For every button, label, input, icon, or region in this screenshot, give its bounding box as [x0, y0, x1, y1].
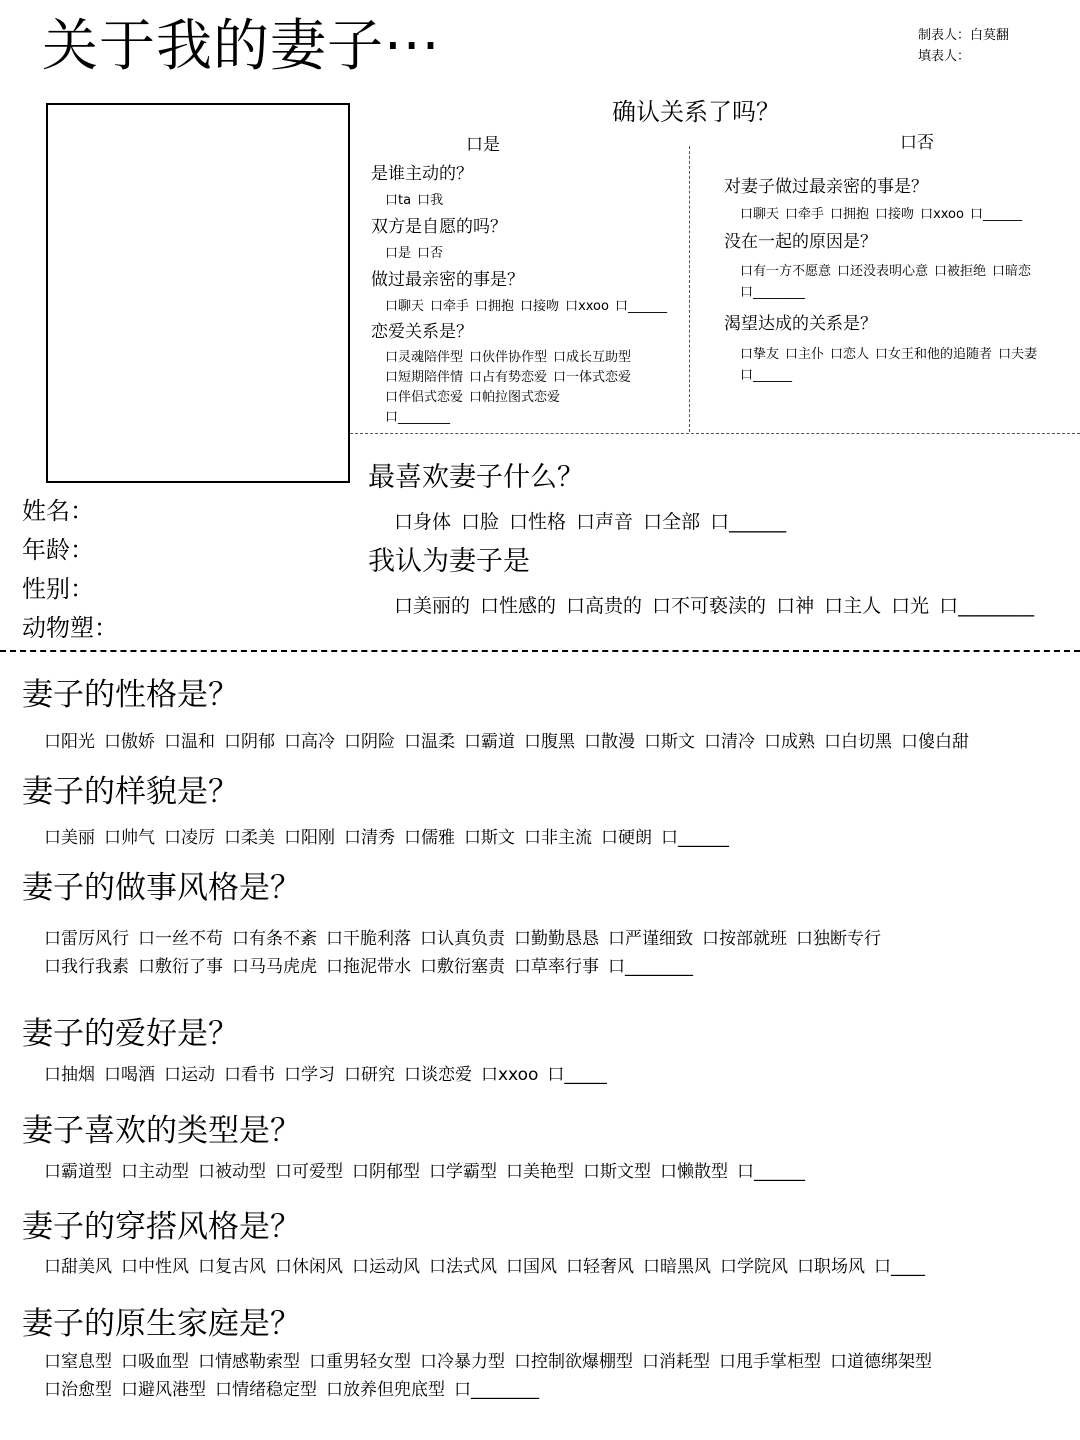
- section-divider: [350, 433, 1080, 434]
- option-checkbox[interactable]: 口接吻: [875, 207, 915, 222]
- option-checkbox[interactable]: 口法式风: [429, 1257, 497, 1277]
- option-checkbox[interactable]: 口喝酒: [104, 1065, 155, 1085]
- option-checkbox[interactable]: 口轻奢风: [566, 1257, 634, 1277]
- option-blank[interactable]: 口________: [608, 957, 693, 977]
- preferred-type-title: 妻子喜欢的类型是？: [22, 1113, 301, 1149]
- voluntary-question: 双方是自愿的吗？: [371, 217, 507, 237]
- option-checkbox[interactable]: 口职场风: [797, 1257, 865, 1277]
- option-checkbox[interactable]: 口帅气: [104, 828, 155, 848]
- option-checkbox[interactable]: 口被动型: [198, 1162, 266, 1182]
- option-checkbox[interactable]: 口研究: [344, 1065, 395, 1085]
- options-row: [740, 367, 798, 385]
- relationship-type-question: 恋爱关系是？: [371, 322, 473, 342]
- work-style-title: 妻子的做事风格是？: [22, 870, 301, 906]
- option-checkbox[interactable]: 口认真负责: [420, 929, 505, 949]
- option-checkbox[interactable]: 口不可亵渎的: [652, 595, 767, 617]
- options-row: [740, 346, 1043, 364]
- option-checkbox[interactable]: 口有一方不愿意: [740, 264, 832, 279]
- option-blank[interactable]: 口____: [874, 1257, 925, 1277]
- options-row: [385, 409, 456, 427]
- option-checkbox[interactable]: 口霸道型: [44, 1162, 112, 1182]
- personality-title: 妻子的性格是？: [22, 677, 239, 713]
- option-checkbox[interactable]: 口聊天: [740, 207, 780, 222]
- option-checkbox[interactable]: 口我行我素: [44, 957, 129, 977]
- option-checkbox[interactable]: 口斯文: [644, 732, 695, 752]
- option-checkbox[interactable]: 口聊天: [385, 299, 425, 314]
- confirm-relationship-title: 确认关系了吗？: [612, 98, 780, 126]
- option-checkbox[interactable]: 口高冷: [284, 732, 335, 752]
- option-checkbox[interactable]: 口情绪稳定型: [215, 1380, 317, 1400]
- option-checkbox[interactable]: 口神: [776, 595, 815, 617]
- option-blank[interactable]: 口_____: [547, 1065, 607, 1085]
- option-checkbox[interactable]: 口成熟: [764, 732, 815, 752]
- option-checkbox[interactable]: 口中性风: [121, 1257, 189, 1277]
- option-checkbox[interactable]: 口美艳型: [506, 1162, 574, 1182]
- options-row: [44, 826, 738, 850]
- option-blank[interactable]: 口______: [737, 1162, 805, 1182]
- options-row: [740, 284, 811, 302]
- option-checkbox[interactable]: 口恋人: [830, 347, 870, 362]
- option-checkbox[interactable]: 口按部就班: [702, 929, 787, 949]
- options-row: [385, 389, 566, 407]
- option-checkbox[interactable]: 口短期陪伴情: [385, 370, 464, 385]
- option-checkbox[interactable]: 口傲娇: [104, 732, 155, 752]
- option-checkbox[interactable]: 口声音: [576, 511, 634, 533]
- options-row: [44, 1378, 548, 1402]
- option-checkbox[interactable]: 口xxoo: [565, 299, 609, 314]
- option-checkbox[interactable]: 口牵手: [785, 207, 825, 222]
- option-checkbox[interactable]: 口治愈型: [44, 1380, 112, 1400]
- animal-type-field-label[interactable]: 动物塑：: [22, 614, 118, 642]
- option-checkbox[interactable]: 口美丽: [44, 828, 95, 848]
- option-checkbox[interactable]: 口全部: [643, 511, 701, 533]
- option-checkbox[interactable]: 口甜美风: [44, 1257, 112, 1277]
- option-checkbox[interactable]: 口消耗型: [642, 1352, 710, 1372]
- option-checkbox[interactable]: 口阴郁型: [352, 1162, 420, 1182]
- option-checkbox[interactable]: 口拥抱: [475, 299, 515, 314]
- most-intimate-with-wife-question: 对妻子做过最亲密的事是？: [724, 177, 928, 197]
- option-checkbox[interactable]: 口道德绑架型: [830, 1352, 932, 1372]
- option-checkbox[interactable]: 口xxoo: [481, 1065, 539, 1085]
- option-checkbox[interactable]: 口阴郁: [224, 732, 275, 752]
- option-checkbox[interactable]: 口抽烟: [44, 1065, 95, 1085]
- option-checkbox[interactable]: 口学院风: [720, 1257, 788, 1277]
- option-checkbox[interactable]: 口雷厉风行: [44, 929, 129, 949]
- confirm-yes-option[interactable]: 口是: [466, 135, 500, 155]
- option-checkbox[interactable]: 口一丝不苟: [138, 929, 223, 949]
- options-row: [44, 1255, 934, 1279]
- option-checkbox[interactable]: 口阴险: [344, 732, 395, 752]
- option-checkbox[interactable]: 口硬朗: [601, 828, 652, 848]
- options-row: [385, 298, 673, 316]
- appearance-title: 妻子的样貌是？: [22, 774, 239, 810]
- option-checkbox[interactable]: 口懒散型: [660, 1162, 728, 1182]
- option-checkbox[interactable]: 口占有势恋爱: [469, 370, 548, 385]
- option-checkbox[interactable]: 口暗黑风: [643, 1257, 711, 1277]
- options-row: [385, 369, 637, 387]
- options-row: [385, 192, 449, 210]
- option-checkbox[interactable]: 口女王和他的追随者: [875, 347, 993, 362]
- options-row: [44, 927, 890, 951]
- desired-relationship-question: 渴望达成的关系是？: [724, 314, 877, 334]
- column-divider: [689, 146, 690, 432]
- options-row: [44, 1160, 814, 1184]
- option-checkbox[interactable]: 口主动型: [121, 1162, 189, 1182]
- option-checkbox[interactable]: 口被拒绝: [934, 264, 987, 279]
- not-together-reason-question: 没在一起的原因是？: [724, 232, 877, 252]
- option-checkbox[interactable]: 口主仆: [785, 347, 825, 362]
- option-checkbox[interactable]: 口温和: [164, 732, 215, 752]
- option-checkbox[interactable]: 口斯文: [464, 828, 515, 848]
- family-origin-title: 妻子的原生家庭是？: [22, 1306, 301, 1342]
- option-checkbox[interactable]: 口有条不紊: [232, 929, 317, 949]
- options-row: [44, 1350, 941, 1374]
- option-checkbox[interactable]: 口国风: [506, 1257, 557, 1277]
- filler-label: 填表人：: [918, 49, 971, 64]
- main-divider: [0, 650, 1080, 652]
- option-checkbox[interactable]: 口凌厉: [164, 828, 215, 848]
- option-checkbox[interactable]: 口我: [417, 193, 444, 208]
- option-checkbox[interactable]: 口情感勒索型: [198, 1352, 300, 1372]
- options-row: [385, 245, 449, 263]
- photo-frame[interactable]: [46, 103, 350, 483]
- hobbies-title: 妻子的爱好是？: [22, 1016, 239, 1052]
- option-checkbox[interactable]: 口伙伴协作型: [469, 350, 548, 365]
- option-checkbox[interactable]: 口独断专行: [796, 929, 881, 949]
- option-checkbox[interactable]: 口一体式恋爱: [553, 370, 632, 385]
- option-blank[interactable]: 口______: [969, 207, 1022, 222]
- option-checkbox[interactable]: 口傻白甜: [901, 732, 969, 752]
- options-row: [740, 263, 1037, 281]
- option-checkbox[interactable]: 口干脆利落: [326, 929, 411, 949]
- i-think-question: 我认为妻子是: [368, 546, 530, 577]
- favorite-question: 最喜欢妻子什么？: [368, 462, 584, 493]
- option-checkbox[interactable]: 口放养但兜底型: [326, 1380, 445, 1400]
- option-checkbox[interactable]: 口接吻: [520, 299, 560, 314]
- option-checkbox[interactable]: 口儒雅: [404, 828, 455, 848]
- option-checkbox[interactable]: 口重男轻女型: [309, 1352, 411, 1372]
- option-checkbox[interactable]: 口帕拉图式恋爱: [469, 390, 561, 405]
- dress-style-title: 妻子的穿搭风格是？: [22, 1209, 301, 1245]
- options-row: [44, 955, 702, 979]
- option-checkbox[interactable]: 口斯文型: [583, 1162, 651, 1182]
- option-checkbox[interactable]: 口非主流: [524, 828, 592, 848]
- option-checkbox[interactable]: 口学习: [284, 1065, 335, 1085]
- option-checkbox[interactable]: 口霸道: [464, 732, 515, 752]
- option-checkbox[interactable]: 口清冷: [704, 732, 755, 752]
- option-blank[interactable]: 口______: [661, 828, 729, 848]
- option-checkbox[interactable]: 口性格: [509, 511, 567, 533]
- option-blank[interactable]: 口________: [385, 410, 451, 425]
- option-checkbox[interactable]: 口是: [385, 246, 412, 261]
- option-checkbox[interactable]: 口避风港型: [121, 1380, 206, 1400]
- option-blank[interactable]: 口______: [614, 299, 667, 314]
- page-title: 关于我的妻子···: [42, 14, 441, 79]
- option-blank[interactable]: 口________: [454, 1380, 539, 1400]
- option-checkbox[interactable]: 口ta: [385, 193, 412, 208]
- option-checkbox[interactable]: 口勤勤恳恳: [514, 929, 599, 949]
- most-intimate-question: 做过最亲密的事是？: [371, 270, 524, 290]
- option-checkbox[interactable]: 口脸: [461, 511, 500, 533]
- name-field-label[interactable]: 姓名：: [22, 497, 94, 525]
- option-checkbox[interactable]: 口吸血型: [121, 1352, 189, 1372]
- option-checkbox[interactable]: 口草率行事: [514, 957, 599, 977]
- option-checkbox[interactable]: 口身体: [394, 511, 452, 533]
- option-checkbox[interactable]: 口主人: [824, 595, 882, 617]
- option-checkbox[interactable]: 口高贵的: [566, 595, 643, 617]
- option-checkbox[interactable]: 口柔美: [224, 828, 275, 848]
- option-checkbox[interactable]: 口灵魂陪伴型: [385, 350, 464, 365]
- option-checkbox[interactable]: 口敷衍了事: [138, 957, 223, 977]
- option-checkbox[interactable]: 口运动风: [352, 1257, 420, 1277]
- option-checkbox[interactable]: 口性感的: [480, 595, 557, 617]
- option-checkbox[interactable]: 口温柔: [404, 732, 455, 752]
- option-checkbox[interactable]: 口腹黑: [524, 732, 575, 752]
- options-row: [740, 206, 1028, 224]
- option-checkbox[interactable]: 口学霸型: [429, 1162, 497, 1182]
- option-checkbox[interactable]: 口阳光: [44, 732, 95, 752]
- option-checkbox[interactable]: 口挚友: [740, 347, 780, 362]
- option-checkbox[interactable]: 口拖泥带水: [326, 957, 411, 977]
- options-row: [394, 593, 1044, 619]
- option-checkbox[interactable]: 口暗恋: [992, 264, 1032, 279]
- option-checkbox[interactable]: 口可爱型: [275, 1162, 343, 1182]
- option-checkbox[interactable]: 口xxoo: [920, 207, 964, 222]
- option-blank[interactable]: 口________: [740, 285, 806, 300]
- option-checkbox[interactable]: 口散漫: [584, 732, 635, 752]
- option-checkbox[interactable]: 口控制欲爆棚型: [514, 1352, 633, 1372]
- option-blank[interactable]: 口______: [710, 511, 787, 533]
- option-checkbox[interactable]: 口看书: [224, 1065, 275, 1085]
- option-checkbox[interactable]: 口光: [891, 595, 930, 617]
- option-checkbox[interactable]: 口伴侣式恋爱: [385, 390, 464, 405]
- maker-label: 制表人：白莫翻: [918, 28, 1010, 43]
- who-initiated-question: 是谁主动的？: [371, 164, 473, 184]
- option-checkbox[interactable]: 口马马虎虎: [232, 957, 317, 977]
- option-checkbox[interactable]: 口复古风: [198, 1257, 266, 1277]
- option-checkbox[interactable]: 口拥抱: [830, 207, 870, 222]
- option-checkbox[interactable]: 口白切黑: [824, 732, 892, 752]
- option-checkbox[interactable]: 口甩手掌柜型: [719, 1352, 821, 1372]
- option-checkbox[interactable]: 口否: [417, 246, 444, 261]
- options-row: [44, 1063, 616, 1087]
- options-row: [385, 349, 637, 367]
- gender-field-label[interactable]: 性别：: [22, 575, 94, 603]
- option-checkbox[interactable]: 口严谨细致: [608, 929, 693, 949]
- option-checkbox[interactable]: 口还没表明心意: [837, 264, 929, 279]
- option-blank[interactable]: 口________: [939, 595, 1035, 617]
- option-checkbox[interactable]: 口美丽的: [394, 595, 471, 617]
- option-checkbox[interactable]: 口清秀: [344, 828, 395, 848]
- option-checkbox[interactable]: 口运动: [164, 1065, 215, 1085]
- option-checkbox[interactable]: 口牵手: [430, 299, 470, 314]
- option-checkbox[interactable]: 口窒息型: [44, 1352, 112, 1372]
- option-blank[interactable]: 口______: [740, 368, 793, 383]
- option-checkbox[interactable]: 口阳刚: [284, 828, 335, 848]
- options-row: [394, 509, 796, 535]
- option-checkbox[interactable]: 口夫妻: [998, 347, 1038, 362]
- option-checkbox[interactable]: 口休闲风: [275, 1257, 343, 1277]
- age-field-label[interactable]: 年龄：: [22, 536, 94, 564]
- option-checkbox[interactable]: 口谈恋爱: [404, 1065, 472, 1085]
- option-checkbox[interactable]: 口敷衍塞责: [420, 957, 505, 977]
- options-row: [44, 730, 978, 754]
- confirm-no-option[interactable]: 口否: [900, 133, 934, 153]
- option-checkbox[interactable]: 口成长互助型: [553, 350, 632, 365]
- option-checkbox[interactable]: 口冷暴力型: [420, 1352, 505, 1372]
